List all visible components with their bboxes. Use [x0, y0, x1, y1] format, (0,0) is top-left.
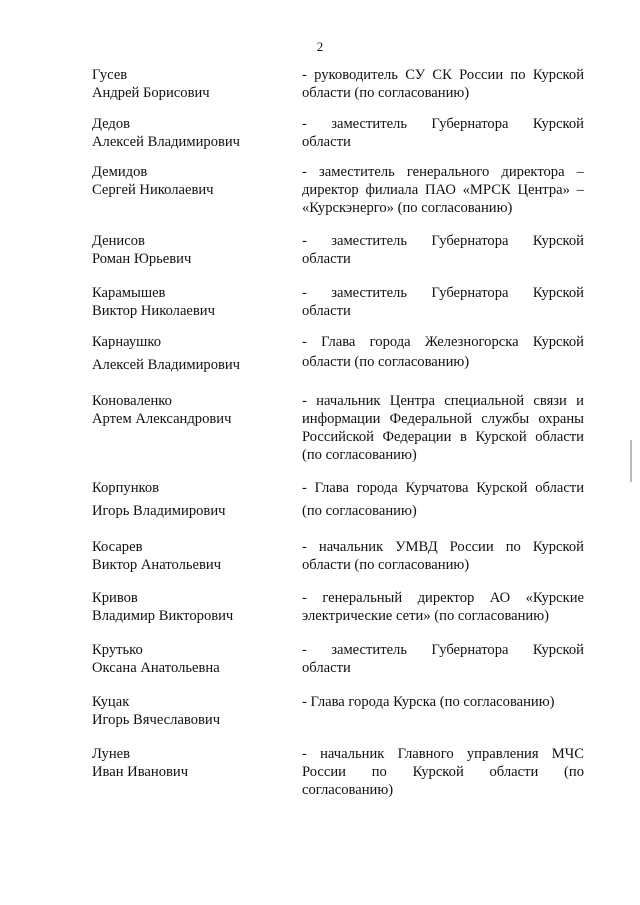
role-line: области — [302, 660, 351, 676]
member-role — [302, 163, 584, 217]
role-line: - начальник Главного управления МЧС — [302, 746, 584, 762]
role-line: - заместитель Губернатора Курской — [302, 116, 584, 132]
member-given-names: Владимир Викторович — [92, 608, 234, 624]
member-name — [92, 641, 292, 677]
member-role — [302, 333, 584, 371]
member-given-names: Алексей Владимирович — [92, 357, 241, 373]
member-surname: Корпунков — [92, 480, 160, 496]
member-role — [302, 66, 584, 102]
role-line: области — [302, 303, 351, 319]
member-name — [92, 693, 292, 729]
role-line: информации Федеральной службы охраны — [302, 411, 584, 427]
role-line: электрические сети» (по согласованию) — [302, 608, 549, 624]
role-line: - генеральный директор АО «Курские — [302, 590, 584, 606]
member-given-names: Иван Иванович — [92, 764, 189, 780]
role-line: - начальник УМВД России по Курской — [302, 539, 584, 555]
member-name — [92, 333, 292, 374]
member-given-names: Роман Юрьевич — [92, 251, 192, 267]
member-role — [302, 479, 584, 520]
member-role — [302, 693, 584, 711]
member-surname: Карнаушко — [92, 334, 162, 350]
member-surname: Демидов — [92, 164, 148, 180]
member-name — [92, 232, 292, 268]
member-name — [92, 163, 292, 199]
member-given-names: Виктор Николаевич — [92, 303, 215, 319]
role-line: - Глава города Курска (по согласованию) — [302, 694, 555, 710]
member-surname: Денисов — [92, 233, 145, 249]
role-line: (по согласованию) — [302, 447, 417, 463]
member-given-names: Андрей Борисович — [92, 85, 210, 101]
member-name — [92, 589, 292, 625]
member-surname: Лунев — [92, 746, 131, 762]
member-surname: Куцак — [92, 694, 130, 710]
member-name — [92, 66, 292, 102]
member-role — [302, 115, 584, 151]
role-line: (по согласованию) — [302, 503, 417, 519]
member-surname: Гусев — [92, 67, 128, 83]
role-line: - руководитель СУ СК России по Курской — [302, 67, 584, 83]
role-line: - Глава города Курчатова Курской области — [302, 480, 584, 496]
member-given-names: Игорь Владимирович — [92, 503, 226, 519]
member-role — [302, 589, 584, 625]
member-surname: Коноваленко — [92, 393, 172, 409]
member-given-names: Оксана Анатольевна — [92, 660, 220, 676]
member-role — [302, 641, 584, 677]
role-line: - заместитель Губернатора Курской — [302, 285, 584, 301]
role-line: - заместитель генерального директора – — [302, 164, 584, 180]
member-role — [302, 538, 584, 574]
role-line: - Глава города Железногорска Курской — [302, 334, 584, 350]
member-surname: Крутько — [92, 642, 143, 658]
role-line: директор филиала ПАО «МРСК Центра» – — [302, 182, 584, 198]
role-line: области (по согласованию) — [302, 557, 470, 573]
role-line: - начальник Центра специальной связи и — [302, 393, 584, 409]
member-surname: Косарев — [92, 539, 143, 555]
scan-edge-mark — [630, 440, 632, 482]
member-surname: Карамышев — [92, 285, 166, 301]
member-surname: Кривов — [92, 590, 138, 606]
member-given-names: Игорь Вячеславович — [92, 712, 221, 728]
role-line: согласованию) — [302, 782, 394, 798]
role-line: области (по согласованию) — [302, 354, 470, 370]
role-line: «Курскэнерго» (по согласованию) — [302, 200, 513, 216]
role-line: России по Курской области (по — [302, 764, 584, 780]
member-name — [92, 284, 292, 320]
member-given-names: Виктор Анатольевич — [92, 557, 222, 573]
role-line: области — [302, 134, 351, 150]
member-given-names: Артем Александрович — [92, 411, 232, 427]
member-name — [92, 479, 292, 520]
member-role — [302, 232, 584, 268]
member-name — [92, 115, 292, 151]
member-role — [302, 284, 584, 320]
member-given-names: Сергей Николаевич — [92, 182, 214, 198]
member-role — [302, 745, 584, 799]
member-name — [92, 392, 292, 428]
role-line: Российской Федерации в Курской области — [302, 429, 584, 445]
role-line: области — [302, 251, 351, 267]
member-given-names: Алексей Владимирович — [92, 134, 241, 150]
member-name — [92, 538, 292, 574]
role-line: области (по согласованию) — [302, 85, 470, 101]
member-name — [92, 745, 292, 781]
role-line: - заместитель Губернатора Курской — [302, 233, 584, 249]
member-role — [302, 392, 584, 464]
page-number: 2 — [316, 39, 324, 54]
role-line: - заместитель Губернатора Курской — [302, 642, 584, 658]
member-surname: Дедов — [92, 116, 131, 132]
